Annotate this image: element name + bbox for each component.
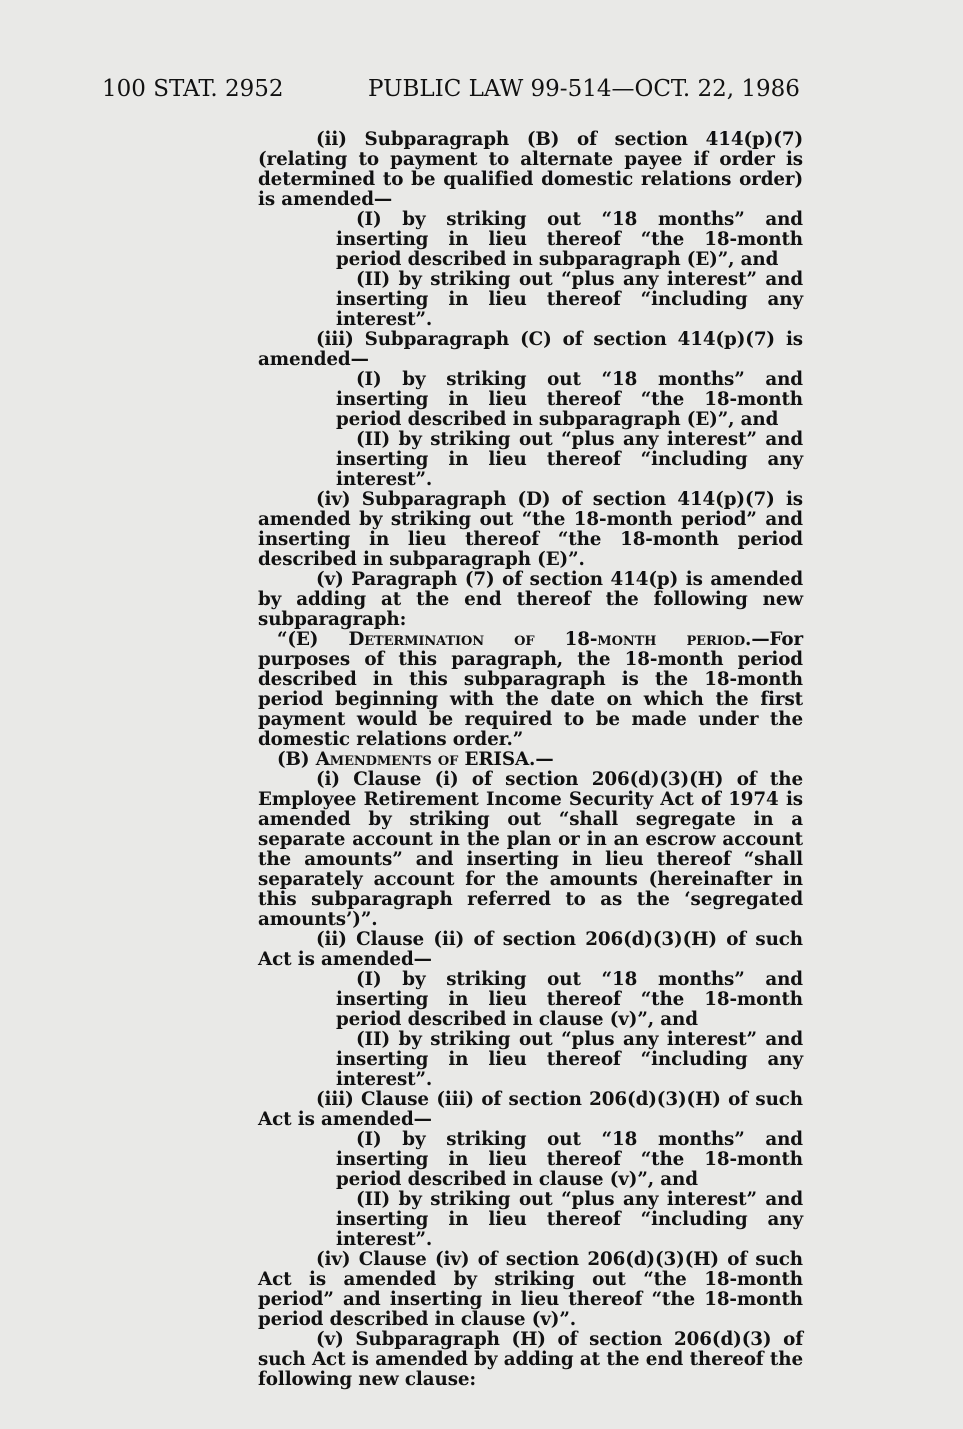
- page-header: [0, 76, 963, 110]
- subparagraph-text: —For purposes of this paragraph, the 18-month period described in this subparagraph is the 18-month period beginning with the date on which the first payment would be required to be made under the domestic relations order.”: [258, 629, 803, 750]
- subclause-ii: (II) by striking out “plus any interest” and inserting in lieu thereof “including any interest”.: [336, 269, 803, 330]
- subclause-i: (I) by striking out “18 months” and inserting in lieu thereof “the 18-month period described in clause (v)”, and: [336, 969, 803, 1030]
- subclause-ii: (II) by striking out “plus any interest” and inserting in lieu thereof “including any interest”.: [336, 1029, 803, 1090]
- erisa-clause-iii: (iii) Clause (iii) of section 206(d)(3)(H) of such Act is amended—: [258, 1089, 803, 1130]
- new-subparagraph-e: [258, 630, 803, 750]
- subclause-i: (I) by striking out “18 months” and inserting in lieu thereof “the 18-month period described in clause (v)”, and: [336, 1129, 803, 1190]
- document-body: [258, 130, 803, 1390]
- clause-iv-paragraph: (iv) Subparagraph (D) of section 414(p)(7) is amended by striking out “the 18-month period” and inserting in lieu thereof “the 18-month period described in subparagraph (E)”.: [258, 489, 803, 570]
- statute-page-number: 100 STAT. 2952: [102, 76, 284, 102]
- subparagraph-heading: Amendments of ERISA.: [315, 749, 536, 770]
- subparagraph-lead: (B): [277, 749, 310, 770]
- erisa-clause-i: (i) Clause (i) of section 206(d)(3)(H) of the Employee Retirement Income Security Act of 1974 is amended by striking out “shall segregate in a separate account in the plan or in an escrow account the amounts” and inserting in lieu thereof “shall separately account for the amounts (hereinafter in this subparagraph referred to as the ‘segregated amounts’)”.: [258, 769, 803, 930]
- subclause-ii: (II) by striking out “plus any interest” and inserting in lieu thereof “including any interest”.: [336, 429, 803, 490]
- subclause-i: (I) by striking out “18 months” and inserting in lieu thereof “the 18-month period described in subparagraph (E)”, and: [336, 209, 803, 270]
- subparagraph-heading: Determination of 18-month period.: [348, 629, 752, 650]
- erisa-amendments-heading: [258, 750, 803, 770]
- subclause-i: (I) by striking out “18 months” and inserting in lieu thereof “the 18-month period described in subparagraph (E)”, and: [336, 369, 803, 430]
- subclause-ii: (II) by striking out “plus any interest” and inserting in lieu thereof “including any interest”.: [336, 1189, 803, 1250]
- subparagraph-text: —: [535, 749, 554, 770]
- clause-iii-paragraph: (iii) Subparagraph (C) of section 414(p)(7) is amended—: [258, 329, 803, 370]
- clause-ii-paragraph: (ii) Subparagraph (B) of section 414(p)(7) (relating to payment to alternate payee if order is determined to be qualified domestic relations order) is amended—: [258, 129, 803, 210]
- erisa-clause-ii: (ii) Clause (ii) of section 206(d)(3)(H) of such Act is amended—: [258, 929, 803, 970]
- clause-v-paragraph: (v) Paragraph (7) of section 414(p) is amended by adding at the end thereof the following new subparagraph:: [258, 569, 803, 630]
- erisa-clause-v: (v) Subparagraph (H) of section 206(d)(3) of such Act is amended by adding at the end thereof the following new clause:: [258, 1329, 803, 1390]
- subparagraph-lead: “(E): [277, 629, 319, 650]
- law-title-date: PUBLIC LAW 99-514—OCT. 22, 1986: [368, 76, 800, 102]
- erisa-clause-iv: (iv) Clause (iv) of section 206(d)(3)(H) of such Act is amended by striking out “the 18-month period” and inserting in lieu thereof “the 18-month period described in clause (v)”.: [258, 1249, 803, 1330]
